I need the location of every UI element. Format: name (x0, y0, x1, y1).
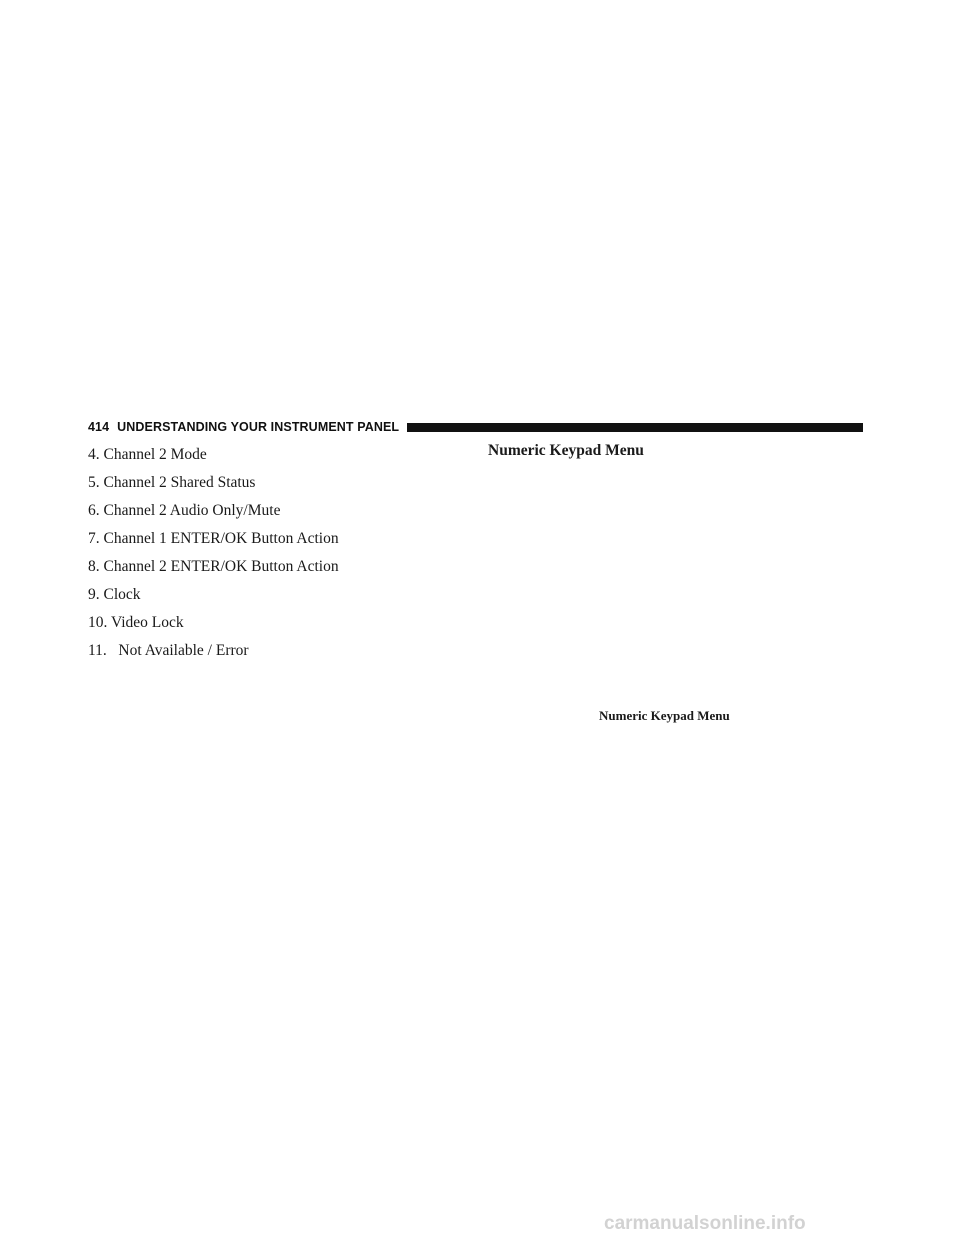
figure-caption: Numeric Keypad Menu (599, 708, 730, 723)
section-title: Numeric Keypad Menu (488, 442, 644, 459)
legend-list (88, 441, 339, 665)
list-item: 5. Channel 2 Shared Status (88, 474, 256, 491)
list-item: 10. Video Lock (88, 614, 184, 631)
list-item: 7. Channel 1 ENTER/OK Button Action (88, 530, 339, 547)
header-rule (407, 423, 863, 432)
list-item: 4. Channel 2 Mode (88, 446, 207, 463)
page-number: 414 (88, 420, 110, 434)
watermark: carmanualsonline.info (604, 1213, 806, 1234)
list-item: 9. Clock (88, 586, 141, 603)
list-item: 11. Not Available / Error (88, 642, 249, 659)
list-item: 8. Channel 2 ENTER/OK Button Action (88, 558, 339, 575)
page-header (88, 420, 863, 434)
list-item: 6. Channel 2 Audio Only/Mute (88, 502, 281, 519)
section-heading: UNDERSTANDING YOUR INSTRUMENT PANEL (117, 420, 400, 434)
